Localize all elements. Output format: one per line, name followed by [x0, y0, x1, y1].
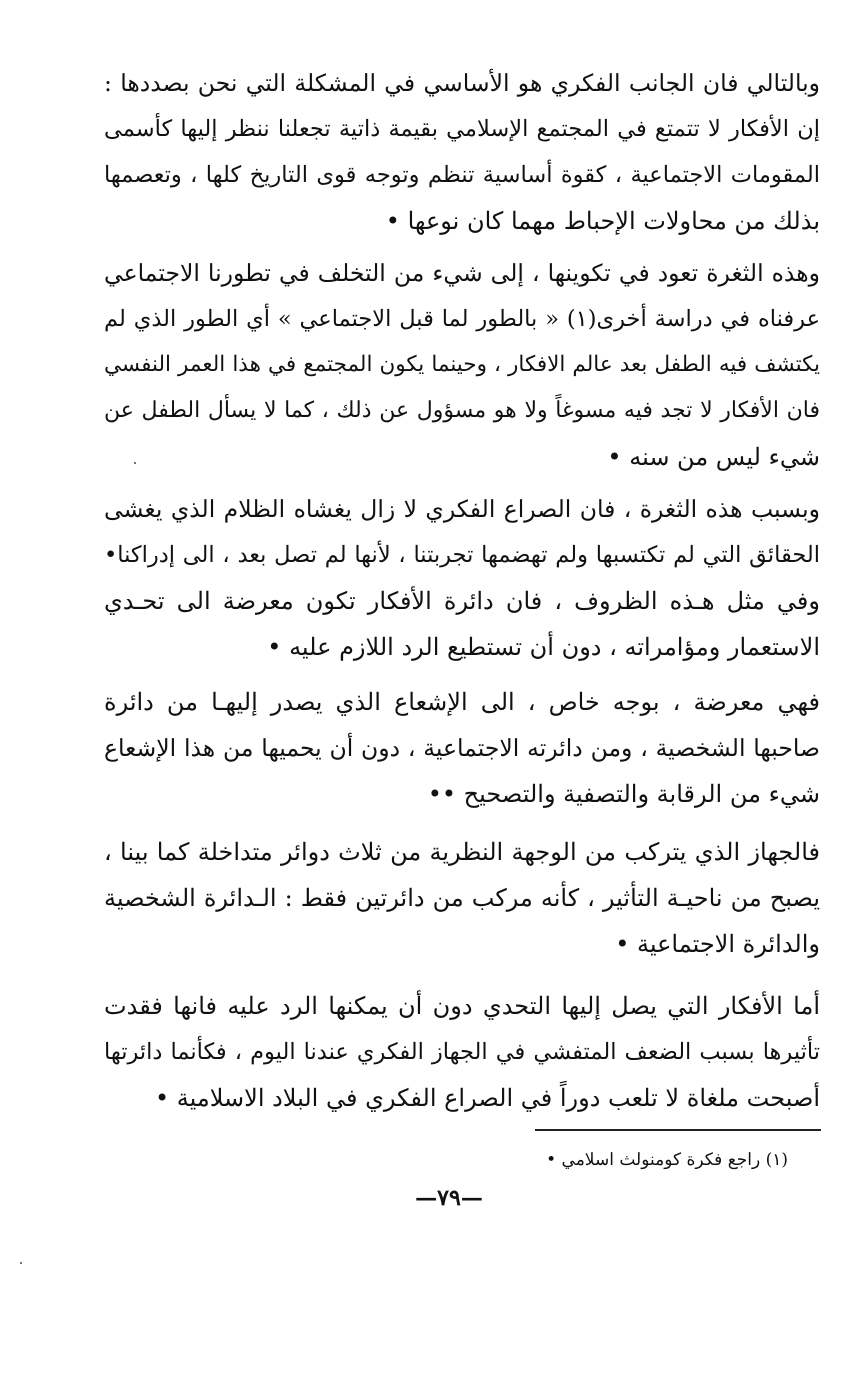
- text-line: أما الأفكار التي يصل إليها التحدي دون أن يمكنها الرد عليه فانها فقدت: [104, 992, 820, 1020]
- text-line: فان الأفكار لا تجد فيه مسوغاً ولا هو مسؤول عن ذلك ، كما لا يسأل الطفل عن: [104, 398, 820, 423]
- text-line: شيء من الرقابة والتصفية والتصحيح ••: [427, 780, 820, 808]
- text-line: وبالتالي فان الجانب الفكري هو الأساسي في المشكلة التي نحن بصددها :: [104, 69, 820, 97]
- page-number: —٧٩—: [415, 1185, 483, 1211]
- text-line: عرفناه في دراسة أخرى(١) « بالطور لما قبل الاجتماعي » أي الطور الذي لم: [104, 306, 820, 332]
- text-line: والدائرة الاجتماعية •: [615, 930, 820, 958]
- paragraph-1: [104, 60, 820, 244]
- text-line: يكتشف فيه الطفل بعد عالم الافكار ، وحينما يكون المجتمع في هذا العمر النفسي: [104, 352, 820, 377]
- paragraph-5: [104, 829, 820, 967]
- text-line: إن الأفكار لا تتمتع في المجتمع الإسلامي بقيمة ذاتية تجعلنا ننظر إليها كأسمى: [104, 116, 820, 142]
- text-line: الاستعمار ومؤامراته ، دون أن تستطيع الرد اللازم عليه •: [267, 633, 820, 661]
- footnote: (١) راجع فكرة كومنولث اسلامي •: [546, 1150, 788, 1170]
- text-line: وفي مثل هـذه الظروف ، فان دائرة الأفكار تكون معرضة الى تحـدي: [104, 587, 820, 615]
- text-line: صاحبها الشخصية ، ومن دائرته الاجتماعية ، دون أن يحميها من هذا الإشعاع: [104, 734, 820, 762]
- scan-speck: [134, 462, 136, 464]
- paragraph-4: [104, 679, 820, 817]
- text-line: شيء ليس من سنه •: [607, 443, 820, 471]
- text-line: الحقائق التي لم تكتسبها ولم تهضمها تجربتنا ، لأنها لم تصل بعد ، الى إدراكنا•: [104, 542, 820, 568]
- text-line: فالجهاز الذي يتركب من الوجهة النظرية من ثلاث دوائر متداخلة كما بينا ،: [104, 838, 820, 866]
- text-line: وبسبب هذه الثغرة ، فان الصراع الفكري لا زال يغشاه الظلام الذي يغشى: [104, 495, 820, 523]
- paragraph-2: [104, 250, 820, 480]
- text-line: تأثيرها بسبب الضعف المتفشي في الجهاز الفكري عندنا اليوم ، فكأنما دائرتها: [104, 1039, 820, 1065]
- text-line: فهي معرضة ، بوجه خاص ، الى الإشعاع الذي يصدر إليهـا من دائرة: [104, 688, 820, 716]
- scan-speck: [20, 1262, 22, 1264]
- paragraph-6: [104, 983, 820, 1121]
- text-line: يصبح من ناحيـة التأثير ، كأنه مركب من دائرتين فقط : الـدائرة الشخصية: [104, 884, 820, 912]
- text-line: أصبحت ملغاة لا تلعب دوراً في الصراع الفكري في البلاد الاسلامية •: [154, 1084, 820, 1112]
- footnote-separator: [535, 1129, 821, 1131]
- text-line: بذلك من محاولات الإحباط مهما كان نوعها •: [385, 207, 820, 235]
- text-line: المقومات الاجتماعية ، كقوة أساسية تنظم وتوجه قوى التاريخ كلها ، وتعصمها: [104, 162, 820, 188]
- text-line: وهذه الثغرة تعود في تكوينها ، إلى شيء من التخلف في تطورنا الاجتماعي: [104, 259, 820, 287]
- paragraph-3: [104, 486, 820, 670]
